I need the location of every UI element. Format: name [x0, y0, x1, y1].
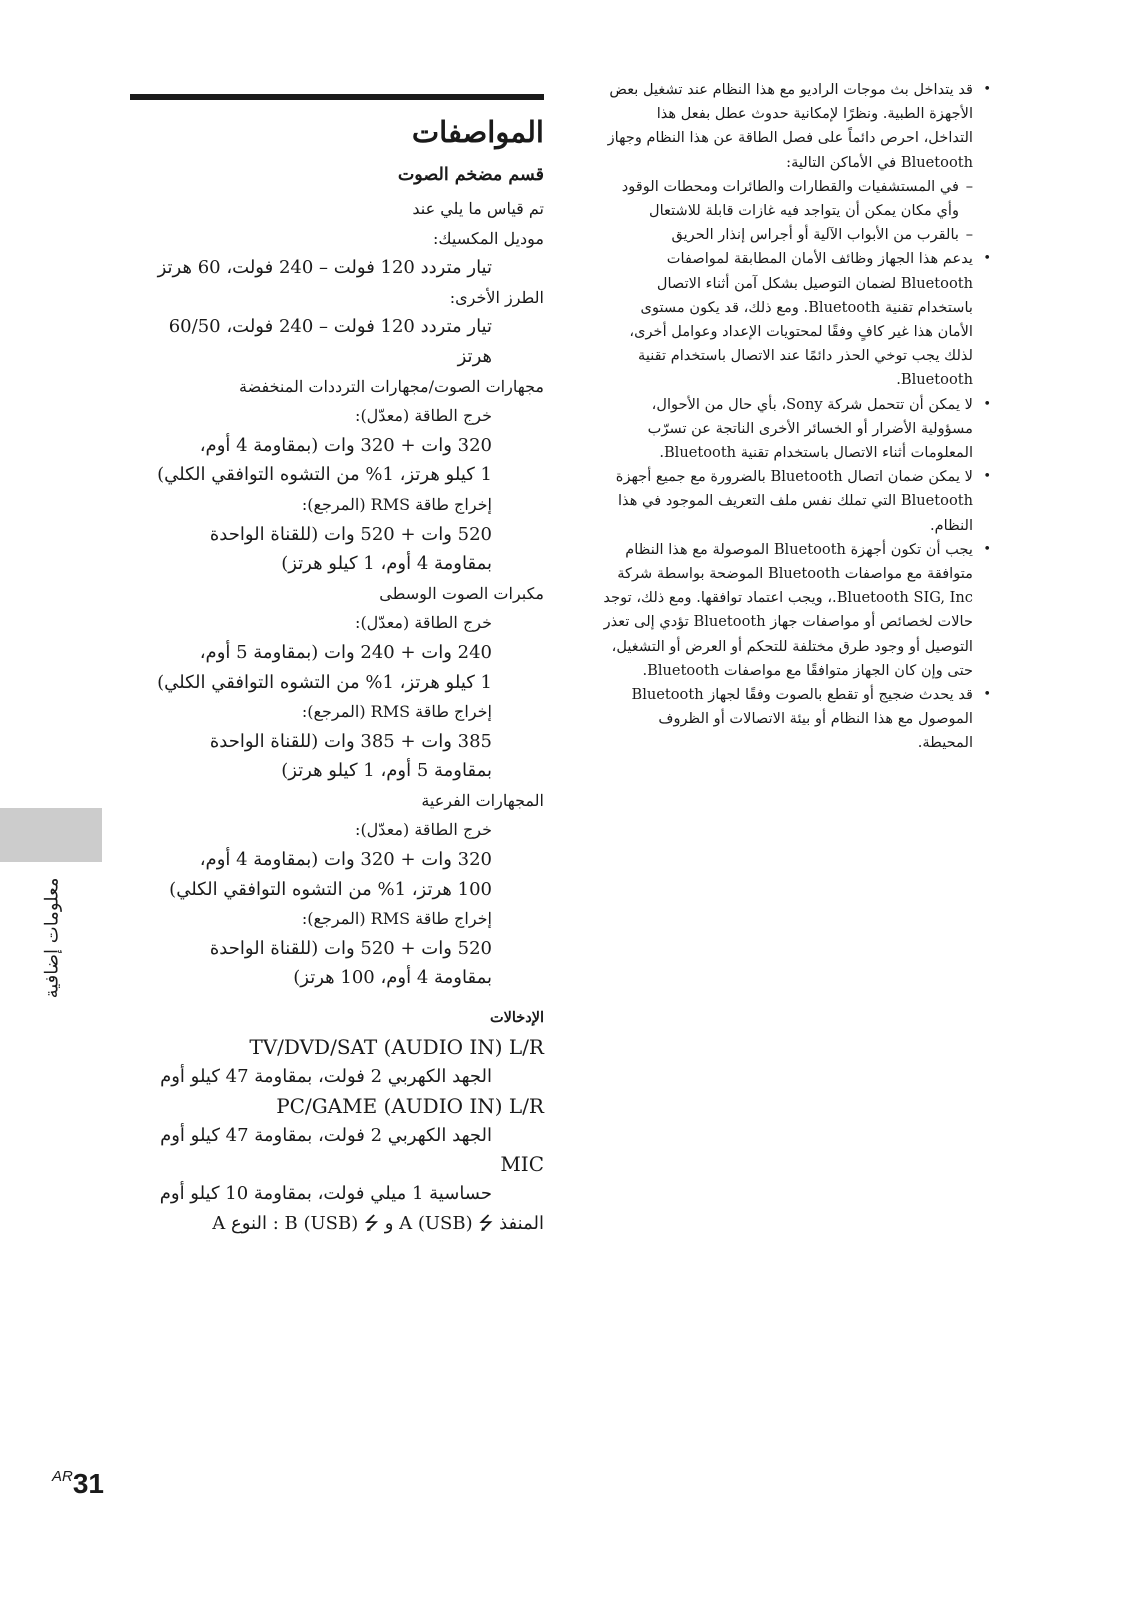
side-section-label: معلومات إضافية	[41, 877, 63, 999]
spec-line: خرج الطاقة (معدّل):	[355, 613, 492, 633]
note-item: • لا يمكن أن تتحمل شركة Sony، بأي حال من الأحوال، مسؤولية الأضرار أو الخسائر الأخرى الناتجة عن تسرّب المعلومات أثناء الاتصال باستخدام تقنية Bluetooth.	[603, 393, 993, 466]
usb-port-label: المنفذ	[499, 1212, 544, 1234]
input-spec: حساسية 1 ميلي فولت، بمقاومة 10 كيلو أوم	[159, 1183, 492, 1205]
spec-value: تيار متردد 120 فولت – 240 فولت، 60/50 هرتز	[168, 316, 492, 367]
spec-line: الطرز الأخرى:	[449, 287, 544, 307]
spec-value: بمقاومة 4 أوم، 100 هرتز)	[293, 967, 492, 989]
spec-value: 520 وات + 520 وات (للقناة الواحدة	[209, 937, 492, 959]
input-spec: الجهد الكهربي 2 فولت، بمقاومة 47 كيلو أوم	[160, 1124, 492, 1146]
input-spec: الجهد الكهربي 2 فولت، بمقاومة 47 كيلو أوم	[160, 1066, 492, 1088]
spec-group-heading: مكبرات الصوت الوسطى	[379, 583, 544, 603]
usb-and: و	[384, 1212, 394, 1234]
input-name: MIC	[500, 1152, 544, 1177]
note-item: • يدعم هذا الجهاز وظائف الأمان المطابقة لمواصفات Bluetooth لضمان التوصيل بشكل آمن أثناء الاتصال باستخدام تقنية Bluetooth. ومع ذلك، قد يكون مستوى الأمان هذا غير كافٍ وفقًا لمحتويات الإعداد وعوامل أخرى، لذلك يجب توخي الحذر دائمًا عند الاتصال باستخدام تقنية Bluetooth.	[603, 247, 993, 392]
spec-value: تيار متردد 120 فولت – 240 فولت، 60 هرتز	[157, 257, 492, 279]
bluetooth-notes	[603, 78, 993, 756]
page-number-value: 31	[72, 1468, 104, 1499]
page-number	[52, 1468, 104, 1500]
note-item: • يجب أن تكون أجهزة Bluetooth الموصولة مع هذا النظام متوافقة مع مواصفات Bluetooth الموضحة بواسطة شركة Bluetooth SIG, Inc.، ويجب اعتماد توافقها. ومع ذلك، توجد حالات لخصائص أو مواصفات جهاز Bluetooth تؤدي إلى تعذر التوصيل أو وجود طرق مختلفة للتحكم أو العرض أو التشغيل، حتى وإن كان الجهاز متوافقًا مع مواصفات Bluetooth.	[603, 538, 993, 683]
spec-group-heading: مجهارات الصوت/مجهارات الترددات المنخفضة	[239, 376, 544, 396]
usb-port-b: B (USB) ⭍	[284, 1212, 379, 1234]
spec-value: 520 وات + 520 وات (للقناة الواحدة	[209, 523, 492, 545]
note-item: • قد يتداخل بث موجات الراديو مع هذا النظام عند تشغيل بعض الأجهزة الطبية. ونظرًا لإمكانية حدوث عطل بفعل هذا التداخل، احرص دائماً على فصل الطاقة عن هذا النظام وجهاز Bluetooth في الأماكن التالية:	[603, 78, 993, 175]
note-subitem: – بالقرب من الأبواب الآلية أو أجراس إنذار الحريق	[603, 223, 993, 247]
input-name: PC/GAME (AUDIO IN) L/R	[276, 1093, 544, 1118]
spec-value: 320 وات + 320 وات (بمقاومة 4 أوم،	[199, 434, 492, 456]
usb-type: : النوع A	[212, 1212, 279, 1234]
spec-group-heading: المجهارات الفرعية	[421, 790, 544, 810]
usb-icon: ⭍	[478, 1212, 494, 1234]
note-item: • لا يمكن ضمان اتصال Bluetooth بالضرورة مع جميع أجهزة Bluetooth التي تملك نفس ملف التعريف الموجود في هذا النظام.	[603, 465, 993, 538]
usb-icon: ⭍	[363, 1212, 379, 1234]
spec-value: بمقاومة 4 أوم، 1 كيلو هرتز)	[281, 553, 492, 575]
usb-port-a: A (USB) ⭍	[399, 1212, 494, 1234]
spec-value: 1 كيلو هرتز، 1% من التشوه التوافقي الكلي)	[157, 671, 492, 693]
spec-value: 100 هرتز، 1% من التشوه التوافقي الكلي)	[169, 878, 492, 900]
spec-line: إخراج طاقة RMS (المرجع):	[301, 494, 492, 514]
spec-value: 1 كيلو هرتز، 1% من التشوه التوافقي الكلي)	[157, 464, 492, 486]
spec-value: بمقاومة 5 أوم، 1 كيلو هرتز)	[281, 760, 492, 782]
page-prefix: AR	[52, 1468, 73, 1485]
spec-value: 385 وات + 385 وات (للقناة الواحدة	[209, 730, 492, 752]
spec-line: إخراج طاقة RMS (المرجع):	[301, 702, 492, 722]
section-tab	[0, 808, 102, 862]
spec-line: تم قياس ما يلي عند	[412, 199, 544, 218]
amplifier-heading: قسم مضخم الصوت	[397, 165, 544, 185]
spec-line: خرج الطاقة (معدّل):	[355, 820, 492, 840]
spec-line: إخراج طاقة RMS (المرجع):	[301, 909, 492, 929]
title-rule	[130, 94, 544, 100]
spec-value: 240 وات + 240 وات (بمقاومة 5 أوم،	[199, 641, 492, 663]
note-item: • قد يحدث ضجيج أو تقطع بالصوت وفقًا لجهاز Bluetooth الموصول مع هذا النظام أو بيئة الاتصالات أو الظروف المحيطة.	[603, 683, 993, 756]
spec-line: موديل المكسيك:	[433, 228, 544, 248]
note-subitem: – في المستشفيات والقطارات والطائرات ومحطات الوقود وأي مكان يمكن أن يتواجد فيه غازات قابلة للاشتعال	[603, 175, 993, 223]
spec-value: 320 وات + 320 وات (بمقاومة 4 أوم،	[199, 849, 492, 871]
spec-line: خرج الطاقة (معدّل):	[355, 406, 492, 426]
specifications-section	[130, 94, 544, 1238]
page-title: المواصفات	[411, 115, 544, 149]
usb-port-line	[130, 1209, 544, 1239]
inputs-heading: الإدخالات	[489, 1009, 544, 1027]
input-name: TV/DVD/SAT (AUDIO IN) L/R	[249, 1035, 544, 1060]
